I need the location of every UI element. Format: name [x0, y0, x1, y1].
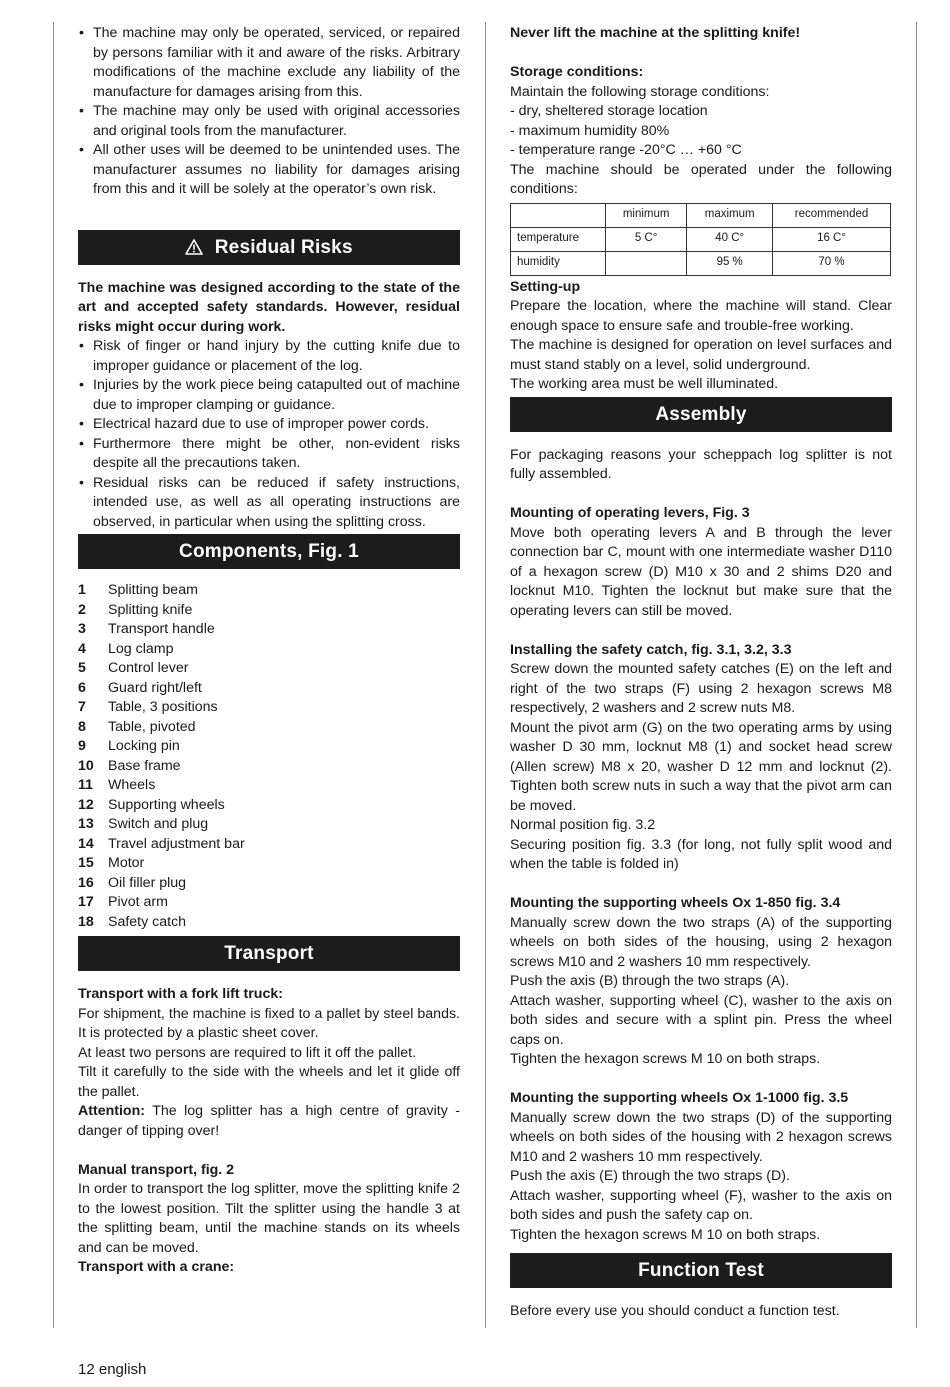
- list-item: • The machine may only be used with original accessories and original tools from the manufacturer.: [78, 102, 460, 141]
- component-label: Table, pivoted: [108, 718, 196, 735]
- component-label: Splitting beam: [108, 582, 198, 598]
- column-rule-right: [916, 22, 917, 1328]
- levers-paragraph: Move both operating levers A and B through the lever connection bar C, mount with one intermediate washer D110 of a hexagon screw (D) M10 x 30 and 2 shims D20 and locknut M10. Tighten the locknut but make sure that the operating levers can still be moved.: [510, 524, 892, 619]
- component-number: 14: [78, 835, 94, 852]
- manual-transport-title: Manual transport, fig. 2: [78, 1161, 235, 1178]
- component-number: 3: [78, 621, 86, 637]
- list-item: [78, 698, 245, 718]
- table-header-cell: recommended: [773, 203, 891, 227]
- wheels-850-title: Mounting the supporting wheels Ox 1-850 fig. 3.4: [510, 895, 841, 911]
- table-cell: 16 C°: [773, 227, 891, 251]
- component-label: Supporting wheels: [108, 796, 225, 813]
- right-column: [510, 24, 892, 1322]
- list-item: • The machine may only be operated, serviced, or repaired by persons familiar with it and aware of the risks. Arbitrary modifications of the machine exclude any liability of the manufacture for damages arising from this.: [78, 24, 460, 102]
- column-rule-center: [485, 22, 486, 1328]
- list-item: • Residual risks can be reduced if safety instructions, intended use, as well as all operating instructions are observed, in particular when using the splitting cross.: [78, 474, 460, 533]
- component-number: 6: [78, 679, 86, 696]
- forklift-paragraph: For shipment, the machine is fixed to a pallet by steel bands. It is protected by a plastic sheet cover.: [78, 1005, 460, 1041]
- residual-intro: The machine was designed according to the state of the art and accepted safety standards. However, residual risks might occur during work.: [78, 279, 460, 335]
- wheels-1000-title: Mounting the supporting wheels Ox 1-1000 fig. 3.5: [510, 1090, 849, 1106]
- list-item: [78, 835, 245, 855]
- table-cell: 95 %: [687, 251, 773, 275]
- function-test-heading: Function Test: [510, 1253, 892, 1288]
- components-list: [78, 581, 245, 932]
- list-item: [78, 796, 245, 816]
- never-lift-warning: Never lift the machine at the splitting knife!: [510, 25, 801, 41]
- assembly-heading: Assembly: [510, 397, 892, 432]
- component-label: Table, 3 positions: [108, 699, 218, 715]
- list-item: [78, 581, 245, 601]
- table-cell: 70 %: [773, 251, 891, 275]
- table-cell: temperature: [511, 227, 606, 251]
- table-header-cell: maximum: [687, 203, 773, 227]
- wheels-1000-paragraph: Manually screw down the two straps (D) of the supporting wheels on both sides of the housing with 2 hexagon screws M10 and 2 washers 10 mm respectively.: [510, 1109, 892, 1165]
- function-test-paragraph: Before every use you should conduct a function test.: [510, 1303, 840, 1319]
- list-item: • Electrical hazard due to use of improper power cords.: [78, 415, 460, 435]
- component-label: Switch and plug: [108, 816, 209, 832]
- conditions-table: [510, 203, 891, 276]
- storage-line: - temperature range -20°C … +60 °C: [510, 142, 742, 158]
- component-label: Log clamp: [108, 640, 174, 657]
- attention-label: Attention:: [78, 1103, 145, 1119]
- components-heading: Components, Fig. 1: [78, 534, 460, 569]
- table-cell: humidity: [511, 251, 606, 275]
- list-item: • Furthermore there might be other, non-evident risks despite all the precautions taken.: [78, 435, 460, 474]
- list-item: [78, 737, 245, 757]
- table-header-row: [511, 203, 891, 227]
- transport-heading: Transport: [78, 936, 460, 971]
- left-column: [78, 24, 460, 1278]
- table-cell: 40 C°: [687, 227, 773, 251]
- wheels-1000-paragraph: Tighten the hexagon screws M 10 on both straps.: [510, 1226, 821, 1243]
- intro-bullet-list: [78, 24, 460, 200]
- component-number: 5: [78, 660, 86, 676]
- section-title: Residual Risks: [214, 236, 353, 258]
- list-item: • All other uses will be deemed to be unintended uses. The manufacturer assumes no liability for damages arising from this and it will be solely at the operator’s own risk.: [78, 141, 460, 200]
- list-item: • Risk of finger or hand injury by the cutting knife due to improper guidance or placement of the log.: [78, 337, 460, 376]
- crane-transport-title: Transport with a crane:: [78, 1259, 235, 1275]
- list-item: • Injuries by the work piece being catapulted out of machine due to improper clamping or guidance.: [78, 376, 460, 415]
- setup-paragraph: The working area must be well illuminated.: [510, 376, 779, 392]
- table-row: [511, 251, 891, 275]
- component-label: Splitting knife: [108, 601, 193, 618]
- levers-title: Mounting of operating levers, Fig. 3: [510, 505, 750, 521]
- safety-catch-paragraph: Normal position fig. 3.2: [510, 817, 656, 833]
- component-number: 17: [78, 894, 94, 910]
- forklift-paragraph: At least two persons are required to lift it off the pallet.: [78, 1044, 417, 1061]
- component-label: Oil filler plug: [108, 874, 187, 891]
- safety-catch-title: Installing the safety catch, fig. 3.1, 3.2, 3.3: [510, 641, 792, 658]
- component-number: 13: [78, 816, 94, 832]
- list-item: [78, 640, 245, 660]
- component-number: 2: [78, 601, 86, 618]
- column-rule-left: [53, 22, 54, 1328]
- storage-title: Storage conditions:: [510, 64, 644, 80]
- list-item: [78, 874, 245, 894]
- list-item: [78, 659, 245, 679]
- list-item: [78, 893, 245, 913]
- component-number: 12: [78, 796, 94, 813]
- page-footer: 12 english: [78, 1361, 147, 1378]
- component-label: Wheels: [108, 777, 156, 793]
- wheels-850-paragraph: Manually screw down the two straps (A) of the supporting wheels on both sides of the housing, using 2 hexagon screws M10 and 2 washers 10 mm respectively.: [510, 914, 892, 970]
- wheels-1000-paragraph: Attach washer, supporting wheel (F), washer to the axis on both sides and push the safety cap on.: [510, 1187, 892, 1223]
- forklift-paragraph: Tilt it carefully to the side with the wheels and let it glide off the pallet.: [78, 1064, 460, 1100]
- operating-conditions-intro: The machine should be operated under the following conditions:: [510, 161, 892, 197]
- component-number: 4: [78, 640, 86, 657]
- residual-risks-heading: [78, 230, 460, 265]
- component-label: Base frame: [108, 757, 181, 774]
- list-item: [78, 854, 245, 874]
- table-header-cell: [511, 203, 606, 227]
- attention-paragraph: [78, 1102, 460, 1141]
- list-item: [78, 601, 245, 621]
- table-cell: 5 C°: [606, 227, 687, 251]
- component-number: 15: [78, 855, 94, 871]
- component-number: 9: [78, 738, 86, 754]
- manual-transport-paragraph: In order to transport the log splitter, move the splitting knife 2 to the lowest position. Tilt the splitter using the handle 3 at the splitting beam, until the machine stands on its wheels and can be moved.: [78, 1181, 460, 1256]
- attention-text: The log splitter has a high centre of gravity - danger of tipping over!: [78, 1103, 460, 1139]
- forklift-title: Transport with a fork lift truck:: [78, 986, 283, 1002]
- component-number: 18: [78, 913, 94, 930]
- setup-title: Setting-up: [510, 278, 581, 295]
- component-number: 16: [78, 874, 94, 891]
- wheels-850-paragraph: Push the axis (B) through the two straps (A).: [510, 973, 790, 989]
- list-item: [78, 776, 245, 796]
- safety-catch-paragraph: Screw down the mounted safety catches (E) on the left and right of the two straps (F) using 2 hexagon screws M8 respectively, 2 washers and 2 screw nuts M8.: [510, 661, 892, 716]
- assembly-intro: For packaging reasons your scheppach log splitter is not fully assembled.: [510, 446, 892, 482]
- component-label: Locking pin: [108, 738, 180, 754]
- setup-paragraph: The machine is designed for operation on level surfaces and must stand stably on a level, solid underground.: [510, 337, 892, 373]
- table-cell: [606, 251, 687, 275]
- warning-triangle-icon: [185, 237, 208, 258]
- list-item: [78, 815, 245, 835]
- component-label: Pivot arm: [108, 894, 168, 910]
- component-number: 1: [78, 582, 86, 598]
- component-number: 7: [78, 699, 86, 715]
- storage-line: - maximum humidity 80%: [510, 122, 670, 139]
- component-label: Safety catch: [108, 913, 187, 930]
- component-label: Motor: [108, 855, 145, 871]
- safety-catch-paragraph: Securing position fig. 3.3 (for long, not fully split wood and when the table is folded in): [510, 836, 892, 872]
- table-header-cell: minimum: [606, 203, 687, 227]
- list-item: [78, 718, 245, 738]
- table-row: [511, 227, 891, 251]
- storage-intro: Maintain the following storage conditions:: [510, 83, 770, 100]
- component-label: Control lever: [108, 660, 189, 676]
- residual-bullet-list: [78, 337, 460, 532]
- list-item: [78, 757, 245, 777]
- component-number: 11: [78, 777, 93, 793]
- component-label: Travel adjustment bar: [108, 835, 245, 852]
- wheels-1000-paragraph: Push the axis (E) through the two straps (D).: [510, 1168, 790, 1184]
- list-item: [78, 679, 245, 699]
- component-number: 8: [78, 718, 86, 735]
- wheels-850-paragraph: Attach washer, supporting wheel (C), washer to the axis on both sides and secure with a splint pin. Press the wheel caps on.: [510, 992, 892, 1048]
- setup-paragraph: Prepare the location, where the machine will stand. Clear enough space to ensure safe and trouble-free working.: [510, 298, 892, 334]
- storage-line: - dry, sheltered storage location: [510, 103, 708, 119]
- wheels-850-paragraph: Tighten the hexagon screws M 10 on both straps.: [510, 1051, 821, 1067]
- component-number: 10: [78, 757, 94, 774]
- component-label: Transport handle: [108, 621, 215, 637]
- list-item: [78, 913, 245, 933]
- safety-catch-paragraph: Mount the pivot arm (G) on the two operating arms by using washer D 30 mm, locknut M8 (1) and socket head screw (Allen screw) M8 x 20, washer D 12 mm and locknut (2). Tighten both screw nuts in such a way that the pivot arm can be moved.: [510, 719, 892, 814]
- list-item: [78, 620, 245, 640]
- component-label: Guard right/left: [108, 679, 202, 696]
